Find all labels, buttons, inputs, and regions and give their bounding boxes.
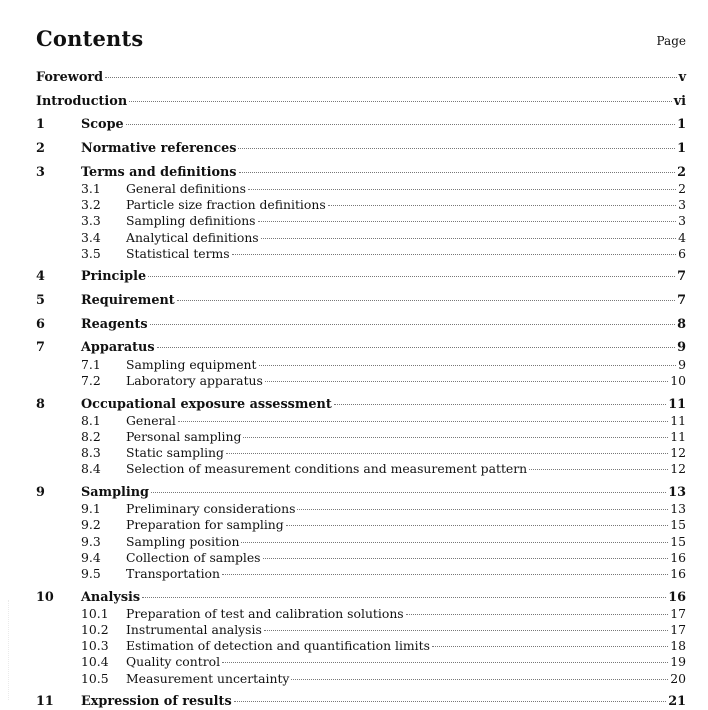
toc-entry-number: 4 <box>36 269 45 285</box>
toc-entry-label: Static sampling <box>126 445 224 461</box>
toc-spacer <box>36 477 686 485</box>
dot-leader <box>297 509 668 510</box>
toc-entry-number: 5 <box>36 293 45 309</box>
toc-spacer <box>36 286 686 294</box>
toc-entry-label: Preparation for sampling <box>126 517 284 533</box>
toc-entry-number: 8 <box>36 396 45 412</box>
toc-entry-number: 7 <box>36 340 45 356</box>
toc-entry-label: Quality control <box>126 654 221 670</box>
toc-entry-page-number: 11 <box>670 428 686 444</box>
dot-leader <box>241 542 668 543</box>
dot-leader <box>259 365 677 366</box>
toc-entry-page-number: 17 <box>670 605 686 621</box>
toc-entry-label: Scope <box>81 117 124 133</box>
toc-entry-label: Requirement <box>81 293 175 309</box>
toc-entry-page-number: 18 <box>670 638 686 654</box>
toc-entry-label: Estimation of detection and quantification limits <box>126 638 430 654</box>
toc-spacer <box>36 389 686 397</box>
toc-entry-number: 10.5 <box>81 670 109 686</box>
toc-entry-number: 3.1 <box>81 180 101 196</box>
toc-entry-page-number: 2 <box>677 164 686 180</box>
toc-spacer <box>36 333 686 341</box>
toc-entry-label: Introduction <box>36 93 128 109</box>
page-title: Contents <box>36 26 144 51</box>
dot-leader <box>286 525 669 526</box>
page-column-label: Page <box>656 34 686 48</box>
toc-subclause-entry[interactable] <box>36 606 686 622</box>
toc-entry-page-number: 19 <box>670 654 686 670</box>
toc-subclause-entry[interactable] <box>36 429 686 445</box>
toc-clause-entry[interactable] <box>36 317 686 333</box>
toc-subclause-entry[interactable] <box>36 566 686 582</box>
toc-entry-page-number: 13 <box>668 484 686 500</box>
side-watermark <box>8 600 15 700</box>
dot-leader <box>226 453 668 454</box>
toc-subclause-entry[interactable] <box>36 517 686 533</box>
toc-entry-page-number: 7 <box>677 293 686 309</box>
toc-subclause-entry[interactable] <box>36 461 686 477</box>
toc-entry-label: Analytical definitions <box>126 229 259 245</box>
toc-entry-label: Sampling definitions <box>126 213 256 229</box>
toc-entry-page-number: 17 <box>670 621 686 637</box>
dot-leader <box>142 597 666 598</box>
toc-entry-number: 7.2 <box>81 372 101 388</box>
toc-entry-number: 1 <box>36 117 45 133</box>
toc-entry-page-number: 3 <box>678 213 686 229</box>
dot-leader <box>529 469 668 470</box>
toc-entry-label: Preparation of test and calibration solutions <box>126 605 404 621</box>
toc-entry-number: 9.3 <box>81 533 101 549</box>
toc-entry-label: Preliminary considerations <box>126 501 296 517</box>
toc-entry-page-number: 15 <box>670 533 686 549</box>
dot-leader <box>234 701 667 702</box>
toc-entry-label: Occupational exposure assessment <box>81 396 332 412</box>
toc-entry-number: 3.3 <box>81 213 101 229</box>
toc-entry-page-number: 11 <box>670 412 686 428</box>
dot-leader <box>264 630 668 631</box>
toc-entry-number: 8.3 <box>81 445 101 461</box>
toc-entry-page-number: 7 <box>677 269 686 285</box>
toc-subclause-entry[interactable] <box>36 501 686 517</box>
toc-entry-label: General definitions <box>126 180 246 196</box>
toc-entry-label: Selection of measurement conditions and measurement pattern <box>126 461 528 477</box>
toc-clause-entry[interactable] <box>36 269 686 285</box>
toc-entry-page-number: 6 <box>678 245 686 261</box>
dot-leader <box>328 205 676 206</box>
toc-entry-label: Statistical terms <box>126 245 230 261</box>
toc-spacer <box>36 86 686 94</box>
dot-leader <box>222 574 668 575</box>
toc-entry-page-number: v <box>678 70 686 85</box>
toc-subclause-entry[interactable] <box>36 622 686 638</box>
toc-entry-label: Sampling position <box>126 533 240 549</box>
toc-subclause-entry[interactable] <box>36 671 686 687</box>
dot-leader <box>239 172 676 173</box>
toc-clause-entry[interactable] <box>36 485 686 501</box>
toc-entry-label: Apparatus <box>81 340 155 356</box>
toc-clause-entry[interactable] <box>36 141 686 157</box>
toc-entry-number: 6 <box>36 316 45 332</box>
toc-subclause-entry[interactable] <box>36 213 686 229</box>
toc-entry-page-number: 20 <box>670 670 686 686</box>
toc-entry-label: Sampling equipment <box>126 356 257 372</box>
toc-spacer <box>36 309 686 317</box>
toc-entry-number: 10.3 <box>81 638 109 654</box>
toc-entry-page-number: 9 <box>677 340 686 356</box>
toc-entry-number: 8.4 <box>81 461 101 477</box>
dot-leader <box>263 558 669 559</box>
toc-entry-page-number: 16 <box>670 565 686 581</box>
toc-subclause-entry[interactable] <box>36 230 686 246</box>
toc-clause-entry[interactable] <box>36 397 686 413</box>
toc-clause-entry[interactable] <box>36 165 686 181</box>
dot-leader <box>248 189 676 190</box>
toc-entry-page-number: 8 <box>677 316 686 332</box>
toc-entry-page-number: 15 <box>670 517 686 533</box>
toc-clause-entry[interactable] <box>36 340 686 356</box>
toc-spacer <box>36 157 686 165</box>
toc-entry-label: Reagents <box>81 316 148 332</box>
dot-leader <box>177 300 675 301</box>
toc-clause-entry[interactable] <box>36 94 686 110</box>
toc-subclause-entry[interactable] <box>36 357 686 373</box>
toc-entry-number: 10.4 <box>81 654 109 670</box>
toc-clause-entry[interactable] <box>36 694 686 710</box>
toc-entry-label: Personal sampling <box>126 428 242 444</box>
toc-clause-entry[interactable] <box>36 117 686 133</box>
toc-entry-number: 3.5 <box>81 245 101 261</box>
toc-entry-number: 9 <box>36 484 45 500</box>
toc-subclause-entry[interactable] <box>36 181 686 197</box>
toc-clause-entry[interactable] <box>36 70 686 86</box>
table-of-contents <box>36 70 686 710</box>
toc-entry-number: 7.1 <box>81 356 101 372</box>
toc-entry-number: 2 <box>36 141 45 157</box>
toc-entry-label: Terms and definitions <box>81 164 237 180</box>
toc-entry-page-number: 21 <box>668 694 686 710</box>
dot-leader <box>334 404 666 405</box>
toc-entry-number: 9.1 <box>81 501 101 517</box>
dot-leader <box>232 254 676 255</box>
dot-leader <box>157 347 676 348</box>
toc-subclause-entry[interactable] <box>36 373 686 389</box>
dot-leader <box>261 238 676 239</box>
toc-entry-page-number: vi <box>673 93 686 109</box>
toc-entry-page-number: 11 <box>668 396 686 412</box>
toc-spacer <box>36 687 686 695</box>
toc-subclause-entry[interactable] <box>36 445 686 461</box>
toc-entry-number: 10.2 <box>81 621 109 637</box>
toc-clause-entry[interactable] <box>36 293 686 309</box>
toc-entry-label: Principle <box>81 269 147 285</box>
dot-leader <box>222 662 668 663</box>
toc-entry-page-number: 4 <box>678 229 686 245</box>
dot-leader <box>126 124 675 125</box>
toc-subclause-entry[interactable] <box>36 550 686 566</box>
toc-entry-label: Expression of results <box>81 694 232 710</box>
dot-leader <box>105 77 677 78</box>
toc-spacer <box>36 582 686 590</box>
toc-subclause-entry[interactable] <box>36 246 686 262</box>
toc-entry-number: 10 <box>36 589 54 605</box>
toc-entry-number: 9.4 <box>81 549 101 565</box>
toc-entry-label: General <box>126 412 176 428</box>
toc-entry-number: 3.4 <box>81 229 101 245</box>
toc-entry-label: Particle size fraction definitions <box>126 197 326 213</box>
toc-entry-number: 3.2 <box>81 197 101 213</box>
toc-entry-number: 8.2 <box>81 428 101 444</box>
toc-entry-label: Collection of samples <box>126 549 261 565</box>
toc-entry-page-number: 16 <box>668 589 686 605</box>
toc-entry-page-number: 9 <box>678 356 686 372</box>
toc-spacer <box>36 262 686 270</box>
toc-entry-page-number: 1 <box>677 117 686 133</box>
toc-entry-label: Laboratory apparatus <box>126 372 263 388</box>
dot-leader <box>148 276 675 277</box>
dot-leader <box>258 221 677 222</box>
toc-entry-page-number: 16 <box>670 549 686 565</box>
toc-entry-label: Measurement uncertainty <box>126 670 290 686</box>
toc-entry-page-number: 10 <box>670 372 686 388</box>
toc-entry-number: 8.1 <box>81 412 101 428</box>
toc-entry-page-number: 12 <box>670 445 686 461</box>
dot-leader <box>265 381 668 382</box>
toc-subclause-entry[interactable] <box>36 534 686 550</box>
toc-entry-label: Instrumental analysis <box>126 621 262 637</box>
toc-subclause-entry[interactable] <box>36 654 686 670</box>
toc-entry-label: Transportation <box>126 565 220 581</box>
toc-subclause-entry[interactable] <box>36 638 686 654</box>
toc-entry-number: 9.5 <box>81 565 101 581</box>
dot-leader <box>150 324 676 325</box>
dot-leader <box>178 421 668 422</box>
dot-leader <box>238 148 675 149</box>
toc-entry-page-number: 3 <box>678 197 686 213</box>
toc-subclause-entry[interactable] <box>36 197 686 213</box>
toc-spacer <box>36 110 686 118</box>
toc-entry-number: 11 <box>36 694 54 710</box>
toc-entry-page-number: 2 <box>678 180 686 196</box>
toc-entry-label: Sampling <box>81 484 149 500</box>
toc-entry-page-number: 1 <box>677 141 686 157</box>
toc-subclause-entry[interactable] <box>36 413 686 429</box>
dot-leader <box>243 437 668 438</box>
toc-entry-number: 10.1 <box>81 605 109 621</box>
toc-entry-label: Analysis <box>81 589 141 605</box>
toc-clause-entry[interactable] <box>36 590 686 606</box>
dot-leader <box>151 492 666 493</box>
dot-leader <box>432 646 668 647</box>
dot-leader <box>129 101 672 102</box>
toc-entry-label: Normative references <box>81 141 237 157</box>
toc-entry-page-number: 13 <box>670 501 686 517</box>
dot-leader <box>406 614 669 615</box>
toc-entry-number: 9.2 <box>81 517 101 533</box>
toc-entry-label: Foreword <box>36 70 104 85</box>
dot-leader <box>291 679 668 680</box>
toc-entry-page-number: 12 <box>670 461 686 477</box>
toc-entry-number: 3 <box>36 164 45 180</box>
toc-spacer <box>36 134 686 142</box>
